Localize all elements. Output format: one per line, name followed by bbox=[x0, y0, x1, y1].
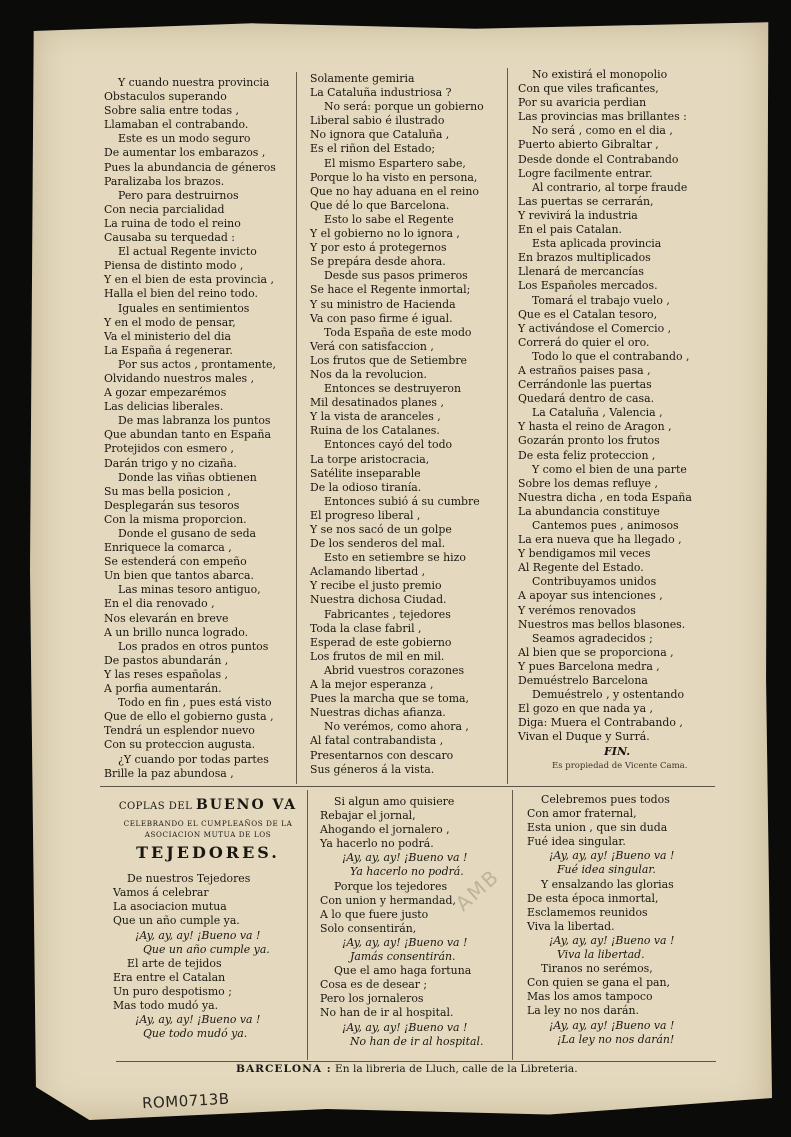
verse-line: Y en el modo de pensar, bbox=[104, 315, 236, 329]
column-divider-3 bbox=[307, 790, 308, 1060]
verse-line: Los prados en otros puntos bbox=[118, 639, 269, 653]
verse-line: Al contrario, al torpe fraude bbox=[532, 180, 688, 194]
verse-line: Un bien que tantos abarca. bbox=[104, 569, 255, 583]
verse-line: Donde el gusano de seda bbox=[118, 527, 257, 540]
verse-line: Diga: Muera el Contrabando , bbox=[518, 716, 683, 730]
verse-line: Abrid vuestros corazones bbox=[324, 663, 465, 677]
verse-line: Donde las viñas obtienen bbox=[118, 470, 257, 484]
verse-line: Celebremos pues todos bbox=[541, 793, 670, 806]
verse-line: Con quien se gana el pan, bbox=[527, 976, 671, 990]
faint-stamp: AMB bbox=[450, 864, 505, 916]
verse-line: Ya hacerlo no podrá. bbox=[350, 865, 464, 879]
verse-line: De los senderos del mal. bbox=[310, 537, 446, 551]
verse-line: Pero los jornaleros bbox=[320, 992, 424, 1006]
verse-line: Fabricantes , tejedores bbox=[324, 607, 451, 621]
verse-line: Vamos á celebrar bbox=[113, 886, 209, 900]
verse-line: Causaba su terquedad : bbox=[104, 231, 235, 245]
verse-line: Con union y hermandad, bbox=[320, 893, 456, 907]
verse-line: ¡Ay, ay, ay! ¡Bueno va ! bbox=[135, 928, 261, 942]
verse-line: Las delicias liberales. bbox=[104, 400, 224, 414]
verse-line: Que dé lo que Barcelona. bbox=[310, 198, 450, 212]
verse-line: La Cataluña industriosa ? bbox=[310, 86, 452, 100]
verse-line: Desde sus pasos primeros bbox=[324, 269, 468, 283]
verse-line: De la odioso tiranía. bbox=[310, 480, 422, 494]
verse-line: Esperad de este gobierno bbox=[310, 635, 452, 649]
verse-line: Pues la abundancia de géneros bbox=[104, 160, 276, 174]
verse-line: Era entre el Catalan bbox=[113, 970, 226, 984]
verse-line: Y ensalzando las glorias bbox=[541, 877, 674, 891]
verse-line: Porque lo ha visto en persona, bbox=[310, 170, 478, 184]
verse-line: No han de ir al hospital. bbox=[350, 1034, 484, 1048]
verse-line: Esclamemos reunidos bbox=[527, 905, 648, 919]
verse-line: La ruina de todo el reino bbox=[104, 216, 241, 230]
verse-line: ¡Ay, ay, ay! ¡Bueno va ! bbox=[549, 849, 675, 863]
verse-line: Tomará el trabajo vuelo , bbox=[532, 293, 670, 307]
verse-line: La abundancia constituye bbox=[518, 504, 660, 518]
verse-line: Vivan el Duque y Surrá. bbox=[518, 730, 650, 744]
verse-line: Desde donde el Contrabando bbox=[518, 152, 679, 166]
coplas-title bbox=[113, 798, 303, 814]
imprint-city: BARCELONA : bbox=[236, 1063, 332, 1075]
poem-column-2 bbox=[310, 72, 484, 777]
verse-line: Pues la marcha que se toma, bbox=[310, 692, 469, 706]
verse-line: Solamente gemiria bbox=[310, 72, 415, 85]
verse-line: Enriquece la comarca , bbox=[104, 541, 232, 555]
verse-line: El arte de tejidos bbox=[127, 956, 222, 970]
verse-line: Pero para destruirnos bbox=[118, 188, 239, 202]
verse-line: Esta aplicada provincia bbox=[532, 237, 662, 251]
verse-line: Piensa de distinto modo , bbox=[104, 259, 244, 273]
verse-line: Logre facilmente entrar. bbox=[518, 166, 653, 180]
verse-line: Es el riñon del Estado; bbox=[310, 142, 436, 156]
coplas-tejedores-heading: TEJEDORES. bbox=[136, 843, 280, 863]
verse-line: La Cataluña , Valencia , bbox=[532, 406, 663, 420]
verse-line: Se prepára desde ahora. bbox=[310, 255, 446, 269]
coplas-column-2 bbox=[320, 795, 483, 1049]
verse-line: ¿Y cuando por todas partes bbox=[118, 752, 269, 766]
verse-line: A un brillo nunca logrado. bbox=[104, 625, 249, 639]
verse-line: Esto lo sabe el Regente bbox=[324, 212, 454, 226]
verse-line: Llamaban el contrabando. bbox=[104, 118, 249, 132]
verse-line: Con amor fraternal, bbox=[527, 807, 637, 821]
verse-line: Solo consentirán, bbox=[320, 921, 417, 935]
poem-column-1 bbox=[104, 76, 276, 781]
verse-line: Y se nos sacó de un golpe bbox=[310, 523, 452, 536]
verse-line: Presentarnos con descaro bbox=[310, 748, 454, 762]
verse-line: Liberal sabio é ilustrado bbox=[310, 114, 445, 128]
verse-line: Nuestra dichosa Ciudad. bbox=[310, 593, 447, 607]
verse-line: FIN. bbox=[604, 744, 631, 758]
verse-line: Darán trigo y no cizaña. bbox=[104, 456, 237, 470]
verse-line: Que un año cumple ya. bbox=[143, 942, 270, 956]
verse-line: Nuestras dichas afianza. bbox=[310, 706, 446, 720]
verse-line: Satélite inseparable bbox=[310, 466, 421, 480]
handwritten-shelfmark: ROM0713B bbox=[141, 1089, 231, 1113]
verse-line: Y como el bien de una parte bbox=[532, 462, 687, 476]
verse-line: Se hace el Regente inmortal; bbox=[310, 283, 471, 297]
verse-line: Sus géneros á la vista. bbox=[310, 762, 435, 776]
section-divider bbox=[100, 786, 715, 787]
verse-line: Nuestros mas bellos blasones. bbox=[518, 617, 686, 631]
verse-line: Que abundan tanto en España bbox=[104, 428, 271, 442]
verse-line: Esta union , que sin duda bbox=[527, 821, 668, 835]
verse-line: Viva la libertad. bbox=[527, 919, 615, 933]
verse-line: Nuestra dicha , en toda España bbox=[518, 490, 692, 504]
verse-line: Los frutos que de Setiembre bbox=[310, 353, 468, 367]
verse-line: Aclamando libertad , bbox=[310, 565, 426, 579]
footer-rule bbox=[116, 1061, 716, 1062]
verse-line: Halla el bien del reino todo. bbox=[104, 287, 258, 301]
coplas-verses-1 bbox=[113, 872, 303, 1041]
verse-line: No será: porque un gobierno bbox=[324, 100, 484, 114]
verse-line: A apoyar sus intenciones , bbox=[518, 589, 663, 603]
verse-line: A lo que fuere justo bbox=[320, 907, 429, 921]
column-divider-2 bbox=[507, 68, 508, 784]
verse-line: No ignora que Cataluña , bbox=[310, 128, 450, 142]
verse-line: Seamos agradecidos ; bbox=[532, 631, 653, 645]
verse-line: Entonces subió á su cumbre bbox=[324, 494, 480, 508]
verse-line: Y bendigamos mil veces bbox=[518, 547, 651, 561]
verse-line: Su mas bella posicion , bbox=[104, 484, 231, 498]
column-divider-1 bbox=[296, 72, 297, 784]
verse-line: Y su ministro de Hacienda bbox=[310, 297, 456, 311]
verse-line: No han de ir al hospital. bbox=[320, 1006, 454, 1020]
verse-line: Que todo mudó ya. bbox=[143, 1027, 248, 1041]
coplas-title-main: BUENO VA bbox=[195, 797, 298, 813]
verse-line: El mismo Espartero sabe, bbox=[324, 156, 466, 170]
verse-line: Demuéstrelo Barcelona bbox=[518, 674, 648, 688]
verse-line: A porfia aumentarán. bbox=[104, 682, 222, 696]
verse-line: Si algun amo quisiere bbox=[334, 795, 455, 808]
verse-line: Al bien que se proporciona , bbox=[518, 645, 674, 659]
verse-line: El progreso liberal , bbox=[310, 508, 421, 522]
verse-line: Brille la paz abundosa , bbox=[104, 766, 234, 780]
verse-line: Es propiedad de Vicente Cama. bbox=[552, 760, 688, 771]
verse-line: Rebajar el jornal, bbox=[320, 809, 416, 823]
verse-line: No existirá el monopolio bbox=[532, 68, 668, 81]
verse-line: Y activándose el Comercio , bbox=[518, 321, 672, 335]
verse-line: Y la vista de aranceles , bbox=[310, 410, 441, 424]
verse-line: Un puro despotismo ; bbox=[113, 984, 232, 998]
verse-line: Va con paso firme é igual. bbox=[310, 311, 453, 325]
verse-line: Y revivirá la industria bbox=[518, 208, 638, 222]
verse-line: De nuestros Tejedores bbox=[127, 872, 251, 886]
verse-line: El actual Regente invicto bbox=[118, 245, 257, 259]
verse-line: Sobre los demas refluye , bbox=[518, 476, 658, 490]
verse-line: ¡Ay, ay, ay! ¡Bueno va ! bbox=[342, 935, 468, 949]
verse-line: Este es un modo seguro bbox=[118, 132, 251, 146]
verse-line: Cerrándonle las puertas bbox=[518, 378, 652, 392]
verse-line: Que un año cumple ya. bbox=[113, 914, 240, 928]
verse-line: De esta feliz proteccion , bbox=[518, 448, 656, 462]
verse-line: Y por esto á protegernos bbox=[310, 241, 447, 255]
verse-line: De esta época inmortal, bbox=[527, 891, 659, 905]
verse-line: Jamás consentirán. bbox=[350, 950, 456, 964]
verse-line: Entonces cayó del todo bbox=[324, 438, 453, 452]
verse-line: La ley no nos darán. bbox=[527, 1004, 640, 1018]
verse-line: ¡Ay, ay, ay! ¡Bueno va ! bbox=[135, 1013, 261, 1027]
verse-line: Cosa es de desear ; bbox=[320, 978, 428, 992]
verse-line: No será , como en el dia , bbox=[532, 124, 673, 138]
verse-line: Protejidos con esmero , bbox=[104, 442, 234, 456]
verse-line: De pastos abundarán , bbox=[104, 653, 229, 667]
verse-line: Y hasta el reino de Aragon , bbox=[518, 420, 672, 434]
verse-line: A la mejor esperanza , bbox=[310, 678, 434, 692]
verse-line: La asociacion mutua bbox=[113, 900, 227, 914]
verse-line: Que de ello el gobierno gusta , bbox=[104, 710, 274, 724]
verse-line: Nos da la revolucion. bbox=[310, 367, 427, 381]
verse-line: Correrá do quier el oro. bbox=[518, 335, 650, 349]
verse-line: Mas los amos tampoco bbox=[527, 990, 653, 1004]
coplas-column-3 bbox=[527, 793, 674, 1047]
verse-line: Y pues Barcelona medra , bbox=[518, 659, 660, 673]
verse-line: La era nueva que ha llegado , bbox=[518, 533, 682, 547]
verse-line: Desplegarán sus tesoros bbox=[104, 498, 240, 512]
coplas-title-prefix: COPLAS DEL bbox=[118, 801, 193, 812]
verse-line: Por sus actos , prontamente, bbox=[118, 357, 276, 371]
verse-line: No verémos, como ahora , bbox=[324, 720, 469, 734]
column-divider-4 bbox=[512, 790, 513, 1060]
verse-line: Toda la clase fabril , bbox=[310, 621, 422, 635]
verse-line: Y cuando nuestra provincia bbox=[118, 76, 270, 89]
verse-line: Ahogando el jornalero , bbox=[320, 823, 450, 837]
verse-line: Con la misma proporcion. bbox=[104, 512, 247, 526]
verse-line: A gozar empezarémos bbox=[104, 386, 227, 400]
verse-line: Que el amo haga fortuna bbox=[334, 964, 472, 978]
verse-line: Y verémos renovados bbox=[518, 603, 636, 617]
verse-line: En el pais Catalan. bbox=[518, 223, 622, 237]
coplas-column-1 bbox=[113, 798, 303, 1041]
verse-line: Con necia parcialidad bbox=[104, 202, 225, 216]
verse-line: ¡Ay, ay, ay! ¡Bueno va ! bbox=[549, 1018, 675, 1032]
imprint-text: En la libreria de Lluch, calle de la Libreteria. bbox=[335, 1063, 578, 1075]
verse-line: ¡Ay, ay, ay! ¡Bueno va ! bbox=[549, 933, 675, 947]
verse-line: La torpe aristocracia, bbox=[310, 452, 430, 466]
verse-line: Todo en fin , pues está visto bbox=[118, 696, 272, 710]
verse-line: La España á regenerar. bbox=[104, 343, 233, 357]
verse-line: Al fatal contrabandista , bbox=[310, 734, 444, 748]
verse-line: Ya hacerlo no podrá. bbox=[320, 837, 434, 851]
verse-line: Por su avaricia perdian bbox=[518, 96, 647, 110]
verse-line: Y las reses españolas , bbox=[104, 667, 228, 681]
verse-line: Olvidando nuestros males , bbox=[104, 371, 255, 385]
verse-line: Con su proteccion augusta. bbox=[104, 738, 256, 752]
verse-line: Llenará de mercancías bbox=[518, 265, 644, 279]
verse-line: En el dia renovado , bbox=[104, 597, 215, 611]
verse-line: Y el gobierno no lo ignora , bbox=[310, 227, 460, 241]
verse-line: Iguales en sentimientos bbox=[118, 301, 250, 315]
verse-line: Al Regente del Estado. bbox=[518, 561, 644, 575]
verse-line: Con que viles traficantes, bbox=[518, 82, 659, 96]
verse-line: Nos elevarán en breve bbox=[104, 611, 229, 625]
verse-line: Las puertas se cerrarán, bbox=[518, 194, 654, 208]
verse-line: Sobre salia entre todas , bbox=[104, 104, 239, 118]
verse-line: ¡Ay, ay, ay! ¡Bueno va ! bbox=[342, 1020, 468, 1034]
verse-line: Puerto abierto Gibraltar , bbox=[518, 138, 659, 152]
verse-line: Paralizaba los brazos. bbox=[104, 174, 225, 188]
coplas-subtitle: CELEBRANDO EL CUMPLEAÑOS DE LA ASOCIACION MUTUA DE LOS bbox=[123, 819, 293, 840]
verse-line: Demuéstrelo , y ostentando bbox=[532, 688, 685, 702]
verse-line: Porque los tejedores bbox=[334, 879, 448, 893]
verse-line: ¡La ley no nos darán! bbox=[557, 1032, 675, 1046]
verse-line: Fué idea singular. bbox=[527, 835, 626, 849]
poem-column-3 bbox=[518, 68, 692, 773]
verse-line: Tendrá un esplendor nuevo bbox=[104, 724, 255, 738]
verse-line: Que no hay aduana en el reino bbox=[310, 184, 479, 198]
verse-line: Y recibe el justo premio bbox=[310, 579, 442, 593]
verse-line: Todo lo que el contrabando , bbox=[532, 349, 690, 363]
verse-line: Y en el bien de esta provincia , bbox=[104, 273, 274, 287]
verse-line: ¡Ay, ay, ay! ¡Bueno va ! bbox=[342, 851, 468, 865]
verse-line: Los frutos de mil en mil. bbox=[310, 649, 445, 663]
verse-line: Mil desatinados planes , bbox=[310, 396, 444, 410]
verse-line: Toda España de este modo bbox=[324, 325, 472, 339]
verse-line: Esto en setiembre se hizo bbox=[324, 551, 466, 565]
verse-line: Cantemos pues , animosos bbox=[532, 519, 679, 532]
verse-line: Verá con satisfaccion , bbox=[310, 339, 434, 353]
verse-line: Se estenderá con empeño bbox=[104, 555, 247, 569]
verse-line: Quedará dentro de casa. bbox=[518, 392, 655, 406]
imprint-footer bbox=[236, 1063, 578, 1075]
verse-line: De aumentar los embarazos , bbox=[104, 146, 266, 160]
verse-line: Fué idea singular. bbox=[557, 863, 656, 877]
verse-line: Que es el Catalan tesoro, bbox=[518, 307, 658, 321]
verse-line: Ruina de los Catalanes. bbox=[310, 424, 440, 438]
verse-line: Contribuyamos unidos bbox=[532, 575, 657, 589]
verse-line: Va el ministerio del dia bbox=[104, 329, 231, 343]
verse-line: El gozo en que nada ya , bbox=[518, 702, 653, 716]
verse-line: En brazos multiplicados bbox=[518, 251, 651, 265]
verse-line: Tiranos no serémos, bbox=[541, 962, 653, 976]
verse-line: Mas todo mudó ya. bbox=[113, 999, 219, 1013]
verse-line: Gozarán pronto los frutos bbox=[518, 434, 660, 448]
verse-line: Entonces se destruyeron bbox=[324, 382, 461, 396]
verse-line: Obstaculos superando bbox=[104, 90, 227, 104]
verse-line: Las minas tesoro antiguo, bbox=[118, 583, 261, 597]
verse-line: Viva la libertad. bbox=[557, 948, 645, 962]
verse-line: A estraños paises pasa , bbox=[518, 363, 651, 377]
verse-line: Los Españoles mercados. bbox=[518, 279, 658, 293]
verse-line: Las provincias mas brillantes : bbox=[518, 110, 687, 124]
verse-line: De mas labranza los puntos bbox=[118, 414, 271, 428]
